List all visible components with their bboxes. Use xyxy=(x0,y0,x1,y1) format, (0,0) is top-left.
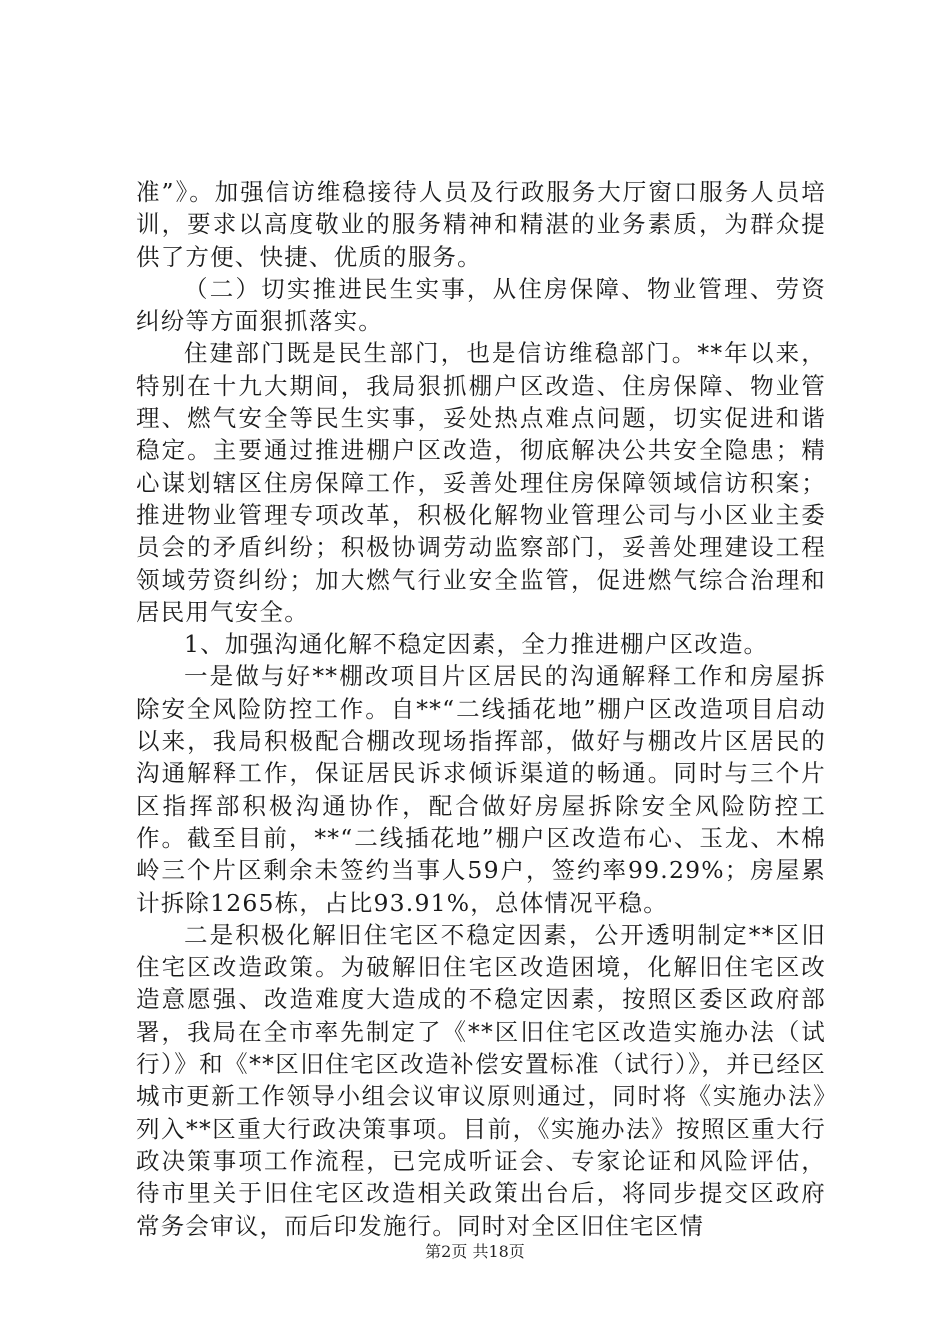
paragraph-item-one: 一是做与好**棚改项目片区居民的沟通解释工作和房屋拆除安全风险防控工作。自**“二线插花地”棚户区改造项目启动以来，我局积极配合棚改现场指挥部，做好与棚改片区居民的沟通解释工作，保证居民诉求倾诉渠道的畅通。同时与三个片区指挥部积极沟通协作，配合做好房屋拆除安全风险防控工作。截至目前，**“二线插花地”棚户区改造布心、玉龙、木棉岭三个片区剩余未签约当事人59户，签约率99.29%；房屋累计拆除1265栋，占比93.91%，总体情况平稳。 xyxy=(136,662,826,917)
paragraph-item-two: 二是积极化解旧住宅区不稳定因素，公开透明制定**区旧住宅区改造政策。为破解旧住宅区改造困境，化解旧住宅区改造意愿强、改造难度大造成的不稳定因素，按照区委区政府部署，我局在全市率先制定了《**区旧住宅区改造实施办法（试行）》和《**区旧住宅区改造补偿安置标准（试行）》，并已经区城市更新工作领导小组会议审议原则通过，同时将《实施办法》列入**区重大行政决策事项。目前，《实施办法》按照区重大行政决策事项工作流程，已完成听证会、专家论证和风险评估，待市里关于旧住宅区改造相关政策出台后，将同步提交区政府常务会审议，而后印发施行。同时对全区旧住宅区情 xyxy=(136,920,826,1240)
paragraph-continued: 准”》。加强信访维稳接待人员及行政服务大厅窗口服务人员培训，要求以高度敬业的服务精神和精湛的业务素质，为群众提供了方便、快捷、优质的服务。 xyxy=(136,178,826,271)
section-heading-2: （二）切实推进民生实事，从住房保障、物业管理、劳资纠纷等方面狠抓落实。 xyxy=(136,274,826,336)
subsection-heading-1: 1、加强沟通化解不稳定因素，全力推进棚户区改造。 xyxy=(184,630,769,659)
paragraph-overview: 住建部门既是民生部门，也是信访维稳部门。**年以来，特别在十九大期间，我局狠抓棚户区改造、住房保障、物业管理、燃气安全等民生实事，妥处热点难点问题，切实促进和谐稳定。主要通过推进棚户区改造，彻底解决公共安全隐患；精心谋划辖区住房保障工作，妥善处理住房保障领域信访积案；推进物业管理专项改革，积极化解物业管理公司与小区业主委员会的矛盾纠纷；积极协调劳动监察部门，妥善处理建设工程领域劳资纠纷；加大燃气行业安全监管，促进燃气综合治理和居民用气安全。 xyxy=(136,339,826,626)
document-body xyxy=(136,176,826,1242)
page-number-footer: 第2页 共18页 xyxy=(425,1242,525,1261)
